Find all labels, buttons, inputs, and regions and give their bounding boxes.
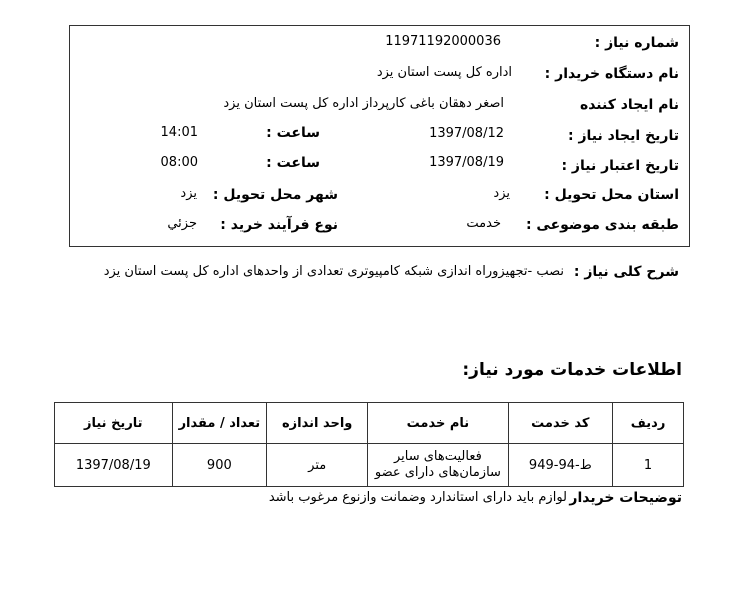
province-value: یزد [493,186,510,201]
validity-time-label: ساعت : [266,155,320,171]
category-value: خدمت [466,216,501,231]
table-row [55,444,684,487]
cell-name-line1: فعالیت‌های سایر [393,449,482,464]
cell-code: ط-94-949 [508,444,613,487]
cell-quantity: 900 [172,444,267,487]
description-label: شرح کلی نیاز : [573,264,679,280]
creator-label: نام ایجاد کننده [579,97,679,113]
category-label: طبقه بندی موضوعی : [525,217,679,233]
validity-date-label: تاریخ اعتبار نیاز : [561,158,679,174]
description-value: نصب -تجهیزوراه اندازی شبکه کامپیوتری تعدادی از واحدهای اداره کل پست استان یزد [103,264,564,279]
process-label: نوع فرآیند خرید : [220,217,338,233]
creator-value: اصغر دهقان باغی کارپرداز اداره کل پست استان یزد [223,96,504,111]
process-value: جزئي [167,216,197,231]
col-header-index: ردیف [613,403,684,444]
col-header-date: تاریخ نیاز [55,403,173,444]
validity-time-value: 08:00 [160,155,198,170]
cell-date: 1397/08/19 [55,444,173,487]
city-label: شهر محل تحویل : [212,187,338,203]
col-header-code: کد خدمت [508,403,613,444]
cell-index: 1 [613,444,684,487]
cell-name-line2: سازمان‌های دارای عضو [374,465,501,480]
services-section-title: اطلاعات خدمات مورد نیاز: [462,360,682,380]
buyer-notes-value: لوازم باید دارای استاندارد وضمانت وازنوع مرغوب باشد [268,490,567,505]
created-time-label: ساعت : [266,125,320,141]
created-date-value: 1397/08/12 [429,126,504,141]
cell-name [368,444,508,487]
cell-unit: متر [267,444,368,487]
buyer-label: نام دستگاه خریدار : [544,66,679,82]
buyer-value: اداره کل پست استان یزد [376,65,512,80]
need-number-label: شماره نیاز : [594,35,679,51]
services-table [54,402,684,487]
col-header-unit: واحد اندازه [267,403,368,444]
col-header-quantity: تعداد / مقدار [172,403,267,444]
col-header-name: نام خدمت [368,403,508,444]
services-header-row [55,403,684,444]
created-time-value: 14:01 [160,125,198,140]
buyer-notes-label: توضیحات خریدار [569,490,682,506]
created-date-label: تاریخ ایجاد نیاز : [567,128,679,144]
city-value: یزد [180,186,197,201]
validity-date-value: 1397/08/19 [429,155,504,170]
province-label: استان محل تحویل : [544,187,679,203]
need-number-value: 11971192000036 [385,34,501,49]
